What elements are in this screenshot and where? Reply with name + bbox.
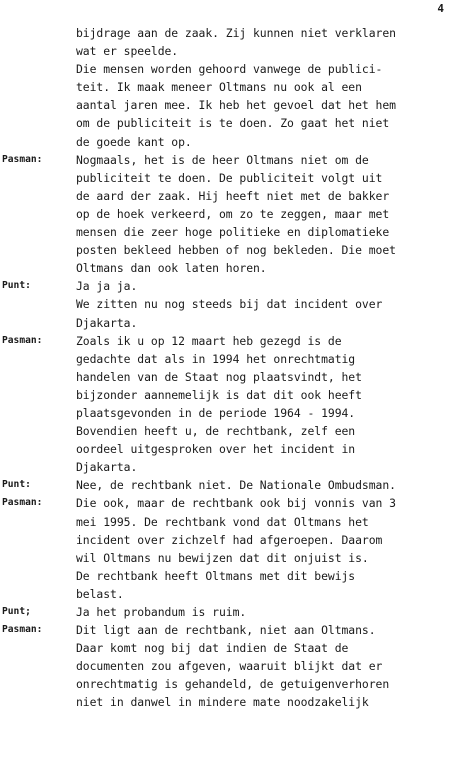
text-line: We zitten nu nog steeds bij dat incident over: [76, 297, 383, 312]
speaker-label: Pasman:: [2, 497, 43, 509]
text-line: Djakarta.: [76, 460, 138, 475]
speaker-label: Pasman:: [2, 624, 43, 636]
text-line: bijdrage aan de zaak. Zij kunnen niet verklaren: [76, 26, 396, 40]
speaker-label: [2, 24, 76, 151]
text-line: wil Oltmans nu bewijzen dat dit onjuist is.: [76, 550, 369, 565]
transcript-entry: [2, 621, 448, 711]
text-line: de goede kant op.: [76, 134, 192, 149]
speaker-label: Pasman:: [2, 334, 43, 346]
transcript-entry: [2, 151, 448, 278]
text-line: mei 1995. De rechtbank vond dat Oltmans het: [76, 514, 369, 529]
speech-text: [76, 24, 448, 151]
text-line: Oltmans dan ook laten horen.: [76, 261, 267, 276]
text-line: De rechtbank heeft Oltmans met dit bewijs: [76, 568, 356, 583]
text-line: Zoals ik u op 12 maart heb gezegd is de: [76, 333, 342, 348]
text-line: onrechtmatig is gehandeld, de getuigenverhoren: [76, 677, 390, 692]
text-line: oordeel uitgesproken over het incident in: [76, 442, 356, 457]
speaker-label: Punt:: [2, 479, 31, 491]
transcript-body: [2, 24, 448, 712]
text-line: Dit ligt aan de rechtbank, niet aan Oltmans.: [76, 623, 376, 638]
text-line: aantal jaren mee. Ik heb het gevoel dat het hem: [76, 98, 396, 113]
text-line: posten bekleed hebben of nog bekleden. Die moet: [76, 243, 396, 258]
speech-text: [76, 332, 448, 477]
text-line: Ja het probandum is ruim.: [76, 605, 247, 619]
text-line: op de hoek verkeerd, om zo te zeggen, maar met: [76, 206, 390, 221]
text-line: om de publiciteit is te doen. Zo gaat het niet: [76, 116, 390, 131]
speech-text: [76, 603, 448, 621]
speaker-label: Punt;: [2, 606, 31, 617]
speech-text: [76, 277, 448, 331]
text-line: teit. Ik maak meneer Oltmans nu ook al een: [76, 80, 362, 95]
text-line: incident over zichzelf had afgeroepen. Daarom: [76, 532, 383, 547]
page-number: 4: [437, 2, 444, 15]
transcript-entry: [2, 332, 448, 477]
text-line: publiciteit te doen. De publiciteit volgt uit: [76, 170, 383, 185]
transcript-entry: [2, 277, 448, 331]
speech-text: [76, 151, 448, 278]
text-line: handelen van de Staat nog plaatsvindt, het: [76, 369, 362, 384]
text-line: documenten zou afgeven, waaruit blijkt dat er: [76, 659, 383, 674]
text-line: Nee, de rechtbank niet. De Nationale Ombudsman.: [76, 478, 396, 493]
text-line: Nogmaals, het is de heer Oltmans niet om de: [76, 152, 369, 167]
transcript-entry: [2, 476, 448, 494]
text-line: Die mensen worden gehoord vanwege de publici-: [76, 62, 383, 77]
speaker-label: Punt:: [2, 280, 31, 292]
text-line: mensen die zeer hoge politieke en diplomatieke: [76, 225, 390, 240]
text-line: Djakarta.: [76, 315, 138, 330]
text-line: belast.: [76, 586, 124, 601]
speaker-label: Pasman:: [2, 153, 43, 165]
text-line: Bovendien heeft u, de rechtbank, zelf een: [76, 424, 356, 439]
text-line: gedachte dat als in 1994 het onrechtmatig: [76, 351, 356, 366]
transcript-entry: [2, 494, 448, 603]
text-line: Ja ja ja.: [76, 279, 138, 294]
transcript-entry: [2, 603, 448, 621]
text-line: Daar komt nog bij dat indien de Staat de: [76, 641, 349, 656]
text-line: plaatsgevonden in de periode 1964 - 1994.: [76, 405, 356, 420]
text-line: bijzonder aannemelijk is dat dit ook heeft: [76, 387, 362, 402]
text-line: Die ook, maar de rechtbank ook bij vonnis van 3: [76, 496, 396, 511]
text-line: wat er speelde.: [76, 44, 179, 59]
speech-text: [76, 494, 448, 603]
speech-text: [76, 621, 448, 711]
transcript-entry: [2, 24, 448, 151]
speech-text: [76, 476, 448, 494]
text-line: de aard der zaak. Hij heeft niet met de bakker: [76, 188, 390, 203]
text-line: niet in danwel in mindere mate noodzakelijk: [76, 695, 369, 710]
